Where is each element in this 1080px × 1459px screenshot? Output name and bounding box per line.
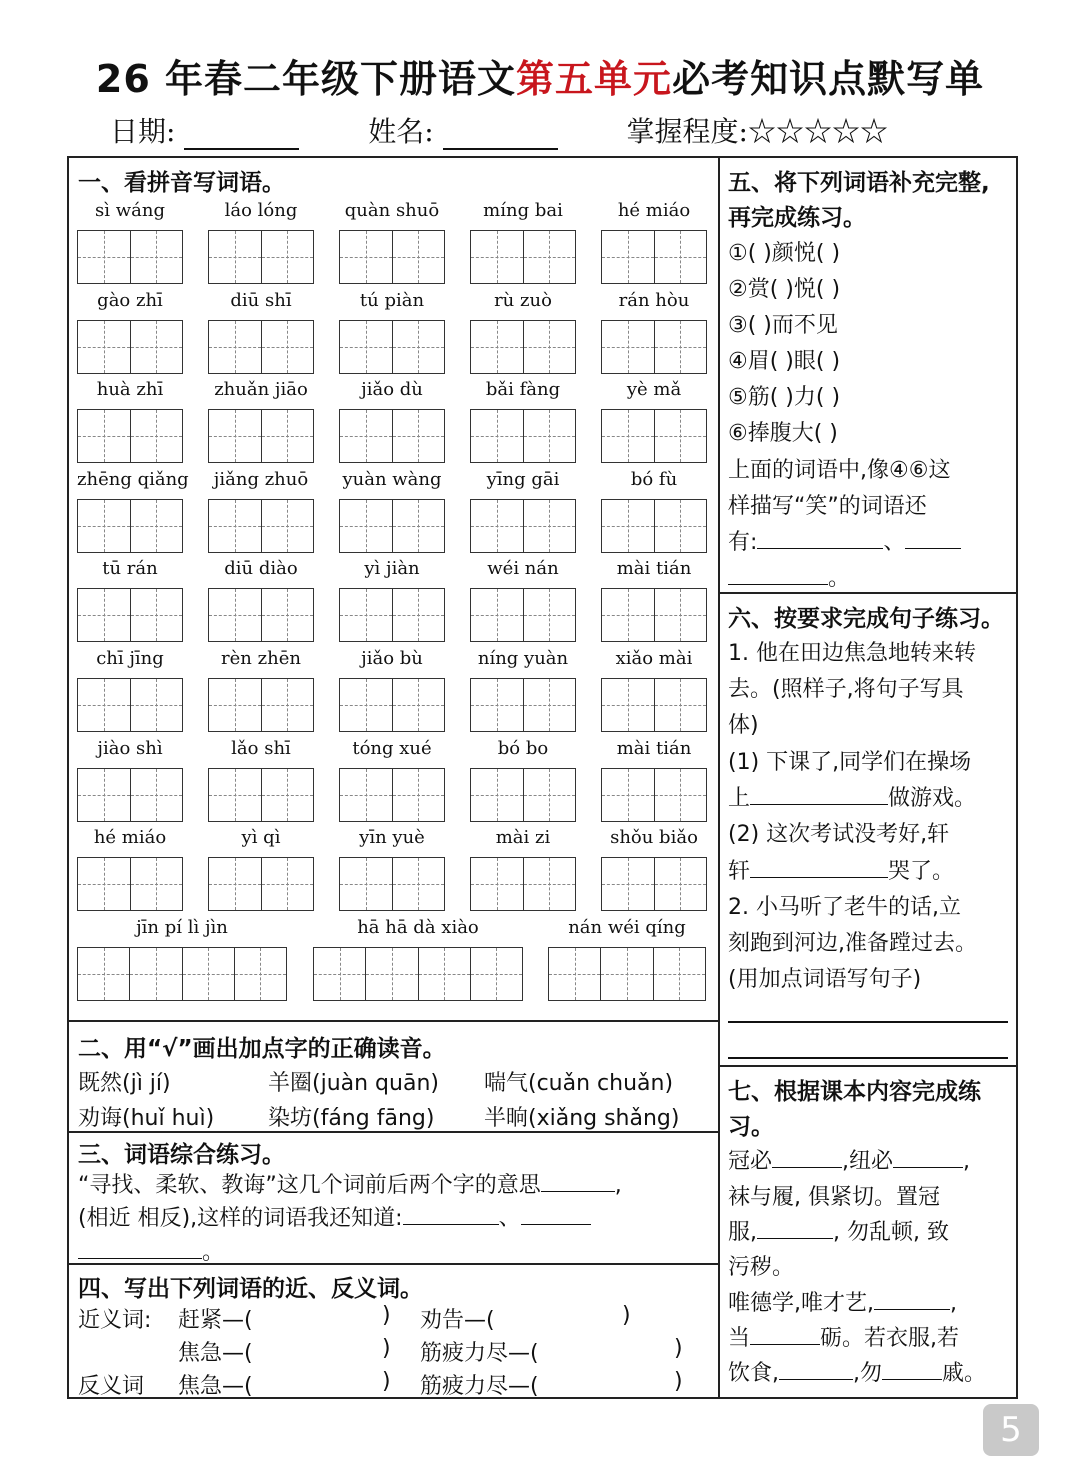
section1-title: 一、看拼音写词语。 [78,170,285,196]
s6-line: 2. 小马听了老牛的话,立 [728,895,961,920]
pinyin-label: lǎo shī [231,738,291,759]
writing-grid[interactable] [470,588,576,642]
tian-cell[interactable] [78,769,131,821]
s5-line: ⑥捧腹大( ) [728,421,838,446]
pinyin-label: chī jīng [96,648,164,669]
tian-cell[interactable] [471,769,524,821]
writing-grid[interactable] [208,409,314,463]
writing-grid[interactable] [339,857,445,911]
tian-cell[interactable] [524,500,576,552]
tian-cell[interactable] [655,410,707,462]
date-field[interactable] [184,122,299,150]
pinyin-label: tú piàn [359,290,425,311]
tian-cell[interactable] [471,679,524,731]
tian-cell[interactable] [602,410,655,462]
section4-title: 四、写出下列词语的近、反义词。 [78,1276,423,1302]
pinyin-label: xiǎo mài [615,648,693,669]
tian-cell[interactable] [78,858,131,910]
antonym-label: 反义词 [78,1374,145,1399]
s2-item[interactable]: 喘气(cuǎn chuǎn) [484,1071,674,1096]
writing-grid[interactable] [470,409,576,463]
tian-cell[interactable] [235,948,286,1000]
tian-cell[interactable] [78,321,131,373]
tian-cell[interactable] [78,589,131,641]
writing-grid[interactable] [339,320,445,374]
pinyin-label: nán wéi qíng [568,917,686,938]
pinyin-label: hé miáo [93,827,167,848]
answer-blank[interactable] [882,1357,942,1380]
tian-cell[interactable] [209,321,262,373]
writing-grid[interactable] [77,499,183,553]
answer-blank[interactable] [521,1202,591,1225]
writing-grid[interactable] [601,857,707,911]
tian-cell[interactable] [340,410,393,462]
s3-line1: “寻找、柔软、教诲”这几个词前后两个字的意思 , [78,1168,622,1199]
s5-question: 样描写“笑”的词语还 [728,494,927,519]
tian-cell[interactable] [602,321,655,373]
tian-cell[interactable] [393,679,445,731]
s6-line: (1) 下课了,同学们在操场 [728,750,972,775]
pinyin-label: níng yuàn [477,648,569,669]
tian-cell[interactable] [340,500,393,552]
tian-cell[interactable] [471,410,524,462]
s6-line: 上 做游戏。 [728,781,976,812]
writing-grid[interactable] [208,230,314,284]
tian-cell[interactable] [209,410,262,462]
tian-cell[interactable] [655,679,707,731]
tian-cell[interactable] [524,410,576,462]
pinyin-label: jiào shì [97,738,163,759]
s5-question: 。 [728,561,850,592]
tian-cell[interactable] [366,948,418,1000]
tian-cell[interactable] [78,500,131,552]
s5-question: 有: 、 [728,525,961,556]
s6-line: 体) [728,713,759,738]
s4-close: ) [674,1336,683,1361]
pinyin-label: bǎi fàng [485,379,561,400]
writing-grid[interactable] [601,230,707,284]
tian-cell[interactable] [340,231,393,283]
s5-line: ②赏( )悦( ) [728,277,841,302]
tian-cell[interactable] [78,948,130,1000]
s5-question: 上面的词语中,像④⑥这 [728,458,951,483]
tian-cell[interactable] [314,948,366,1000]
pinyin-label: diū shī [230,290,292,311]
pinyin-label: rèn zhēn [221,648,301,669]
pinyin-label: shǒu biǎo [610,827,698,848]
pinyin-label: míng bai [483,200,563,221]
tian-cell[interactable] [471,321,524,373]
tian-cell[interactable] [209,679,262,731]
tian-cell[interactable] [340,769,393,821]
tian-cell[interactable] [524,231,576,283]
writing-grid[interactable] [77,678,183,732]
tian-cell[interactable] [601,948,653,1000]
writing-grid[interactable] [601,499,707,553]
writing-grid[interactable] [601,409,707,463]
pinyin-label: diū diào [224,558,298,579]
s5-line: ⑤筋( )力( ) [728,385,841,410]
tian-cell[interactable] [602,500,655,552]
s6-line: 1. 他在田边焦急地转来转 [728,641,976,666]
writing-grid[interactable] [339,230,445,284]
pinyin-label: jiǎng zhuō [213,469,309,490]
answer-blank[interactable] [779,1357,853,1380]
tian-cell[interactable] [655,500,707,552]
tian-cell[interactable] [524,589,576,641]
s4-item: 焦急—( [178,1374,253,1399]
writing-grid[interactable] [470,320,576,374]
writing-grid[interactable] [77,409,183,463]
tian-cell[interactable] [549,948,601,1000]
tian-cell[interactable] [131,589,183,641]
writing-grid[interactable] [77,768,183,822]
tian-cell[interactable] [655,858,707,910]
tian-cell[interactable] [209,769,262,821]
writing-grid[interactable] [601,678,707,732]
tian-cell[interactable] [524,769,576,821]
tian-cell[interactable] [78,231,131,283]
pinyin-label: hé miáo [617,200,691,221]
pinyin-label: yuàn wàng [342,469,442,490]
pinyin-label: yīn yuè [359,827,425,848]
pinyin-label: jīn pí lì jìn [136,917,228,938]
writing-grid[interactable] [77,320,183,374]
tian-cell[interactable] [131,858,183,910]
writing-grid[interactable] [339,588,445,642]
tian-cell[interactable] [130,948,182,1000]
writing-grid[interactable] [470,499,576,553]
pinyin-label: bó bo [497,738,549,759]
s4-item: 筋疲力尽—( [420,1374,539,1399]
date-label: 日期: [110,115,176,148]
section5-title: 五、将下列词语补充完整, [728,170,990,196]
divider [67,1020,720,1022]
tian-cell[interactable] [393,858,445,910]
tian-cell[interactable] [340,858,393,910]
s5-line: ④眉( )眼( ) [728,349,841,374]
s6-line: 去。(照样子,将句子写具 [728,677,964,702]
s4-close: ) [382,1369,391,1394]
tian-cell[interactable] [131,321,183,373]
tian-cell[interactable] [602,231,655,283]
section3-title: 三、词语综合练习。 [78,1142,285,1168]
meta-line [110,110,1010,150]
mastery-stars[interactable]: ☆☆☆☆☆ [747,115,888,148]
tian-cell[interactable] [340,679,393,731]
tian-cell[interactable] [262,589,314,641]
s4-close: ) [382,1336,391,1361]
pinyin-label: mài tián [616,738,692,759]
pinyin-label: tū rán [102,558,158,579]
name-field[interactable] [443,122,558,150]
tian-cell[interactable] [602,858,655,910]
writing-grid[interactable] [208,768,314,822]
tian-cell[interactable] [262,231,314,283]
pinyin-label: jiǎo bù [361,648,423,669]
section7-title-2: 习。 [728,1114,774,1140]
divider [718,592,1018,594]
section6-title: 六、按要求完成句子练习。 [728,606,1004,632]
tian-cell[interactable] [131,410,183,462]
s4-item: 劝告—( [420,1308,495,1333]
page-title: 26 年春二年级下册语文第五单元必考知识点默写单 [95,57,985,101]
s2-item[interactable]: 羊圈(juàn quān) [268,1071,439,1096]
writing-grid[interactable] [601,768,707,822]
tian-cell[interactable] [655,769,707,821]
tian-cell[interactable] [471,948,522,1000]
writing-grid[interactable] [470,857,576,911]
tian-cell[interactable] [471,858,524,910]
pinyin-label: mài tián [616,558,692,579]
tian-cell[interactable] [602,679,655,731]
section7-title: 七、根据课本内容完成练 [728,1079,981,1105]
tian-cell[interactable] [655,589,707,641]
pinyin-label: yīng gāi [486,469,560,490]
s3-line3: 。 [78,1235,224,1266]
pinyin-label: yì jiàn [364,558,420,579]
name-label: 姓名: [368,115,434,148]
s6-line: (2) 这次考试没考好,轩 [728,822,950,847]
tian-cell[interactable] [524,679,576,731]
tian-cell[interactable] [131,231,183,283]
answer-line[interactable] [728,1057,1008,1059]
tian-cell[interactable] [262,858,314,910]
pinyin-label: sì wáng [95,200,165,221]
answer-blank[interactable] [905,526,961,549]
answer-line[interactable] [728,1021,1008,1023]
pinyin-label: gào zhī [97,290,163,311]
s4-item: 筋疲力尽—( [420,1341,539,1366]
writing-grid[interactable] [548,947,706,1001]
tian-cell[interactable] [262,410,314,462]
answer-blank[interactable] [750,855,888,878]
tian-cell[interactable] [471,231,524,283]
writing-grid[interactable] [208,678,314,732]
tian-cell[interactable] [602,769,655,821]
section2-title: 二、用“√”画出加点字的正确读音。 [78,1036,446,1062]
page-number-badge: 5 [983,1404,1039,1456]
tian-cell[interactable] [654,948,705,1000]
tian-cell[interactable] [209,500,262,552]
writing-grid[interactable] [77,230,183,284]
s7-line: 服, , 勿乱顿, 致 [728,1215,949,1246]
tian-cell[interactable] [393,500,445,552]
answer-blank[interactable] [750,782,888,805]
writing-grid[interactable] [208,857,314,911]
writing-grid[interactable] [208,499,314,553]
tian-cell[interactable] [78,410,131,462]
tian-cell[interactable] [655,321,707,373]
tian-cell[interactable] [340,589,393,641]
tian-cell[interactable] [524,321,576,373]
writing-grid[interactable] [208,320,314,374]
tian-cell[interactable] [393,321,445,373]
tian-cell[interactable] [655,231,707,283]
s7-line: 当 砺。若衣服,若 [728,1321,959,1352]
writing-grid[interactable] [77,588,183,642]
s2-item[interactable]: 半晌(xiǎng shǎng) [484,1106,680,1131]
pinyin-label: zhēng qiǎng [77,469,189,490]
column-divider [718,156,720,1399]
writing-grid[interactable] [339,409,445,463]
writing-grid[interactable] [601,588,707,642]
answer-blank[interactable] [757,526,883,549]
tian-cell[interactable] [419,948,471,1000]
s6-line: 刻跑到河边,准备蹚过去。 [728,931,977,956]
tian-cell[interactable] [262,500,314,552]
pinyin-label: jiǎo dù [361,379,423,400]
writing-grid[interactable] [208,588,314,642]
s2-item[interactable]: 劝诲(huǐ huì) [78,1106,215,1131]
section5-title-2: 再完成练习。 [728,205,866,231]
tian-cell[interactable] [209,589,262,641]
s4-close: ) [674,1369,683,1394]
answer-blank[interactable] [78,1236,202,1259]
s7-line: 冠必 ,纽必 , [728,1144,970,1175]
answer-blank[interactable] [757,1216,833,1239]
tian-cell[interactable] [471,500,524,552]
tian-cell[interactable] [183,948,235,1000]
answer-blank[interactable] [772,1145,842,1168]
writing-grid[interactable] [313,947,523,1001]
answer-blank[interactable] [750,1322,820,1345]
answer-blank[interactable] [541,1169,615,1192]
s7-line: 袜与履, 俱紧切。置冠 [728,1185,940,1210]
writing-grid[interactable] [601,320,707,374]
s3-line2: (相近 相反),这样的词语我还知道: 、 [78,1201,591,1232]
s2-item[interactable]: 既然(jì jí) [78,1071,171,1096]
pinyin-label: rán hòu [618,290,690,311]
answer-blank[interactable] [893,1145,963,1168]
tian-cell[interactable] [393,589,445,641]
tian-cell[interactable] [262,769,314,821]
tian-cell[interactable] [471,589,524,641]
s6-line: 轩 哭了。 [728,854,954,885]
s6-line: (用加点词语写句子) [728,967,922,992]
pinyin-label: huà zhī [96,379,164,400]
s4-item: 焦急—( [178,1341,253,1366]
s4-close: ) [622,1303,631,1328]
pinyin-label: bó fù [630,469,678,490]
s7-line: 饮食, ,勿 戚。 [728,1356,986,1387]
pinyin-label: tóng xué [352,738,432,759]
tian-cell[interactable] [262,679,314,731]
tian-cell[interactable] [393,410,445,462]
pinyin-label: quàn shuō [344,200,440,221]
writing-grid[interactable] [470,768,576,822]
s5-line: ①( )颜悦( ) [728,241,841,266]
tian-cell[interactable] [393,231,445,283]
divider [718,1065,1018,1067]
s5-line: ③( )而不见 [728,313,838,338]
pinyin-label: yì qì [241,827,281,848]
pinyin-label: zhuǎn jiāo [214,379,308,400]
s7-line: 污秽。 [728,1255,795,1280]
tian-cell[interactable] [131,769,183,821]
pinyin-label: láo lóng [224,200,298,221]
pinyin-label: hā hā dà xiào [357,917,479,938]
s7-line: 唯德学,唯才艺, , [728,1286,957,1317]
tian-cell[interactable] [209,858,262,910]
s2-item[interactable]: 染坊(fáng fāng) [268,1106,435,1131]
tian-cell[interactable] [602,589,655,641]
tian-cell[interactable] [78,679,131,731]
answer-blank[interactable] [728,562,828,585]
tian-cell[interactable] [340,321,393,373]
writing-grid[interactable] [77,947,287,1001]
answer-blank[interactable] [403,1202,499,1225]
mastery-label: 掌握程度: [626,115,748,148]
tian-cell[interactable] [209,231,262,283]
pinyin-label: mài zi [495,827,551,848]
pinyin-label: wéi nán [487,558,559,579]
tian-cell[interactable] [262,321,314,373]
synonym-label: 近义词: [78,1308,152,1333]
s4-close: ) [382,1303,391,1328]
writing-grid[interactable] [339,499,445,553]
answer-blank[interactable] [874,1287,950,1310]
tian-cell[interactable] [393,769,445,821]
pinyin-label: rù zuò [494,290,552,311]
tian-cell[interactable] [524,858,576,910]
writing-grid[interactable] [339,678,445,732]
tian-cell[interactable] [131,500,183,552]
pinyin-label: yè mǎ [626,379,682,400]
tian-cell[interactable] [131,679,183,731]
writing-grid[interactable] [470,678,576,732]
writing-grid[interactable] [470,230,576,284]
writing-grid[interactable] [77,857,183,911]
s4-item: 赶紧—( [178,1308,253,1333]
writing-grid[interactable] [339,768,445,822]
